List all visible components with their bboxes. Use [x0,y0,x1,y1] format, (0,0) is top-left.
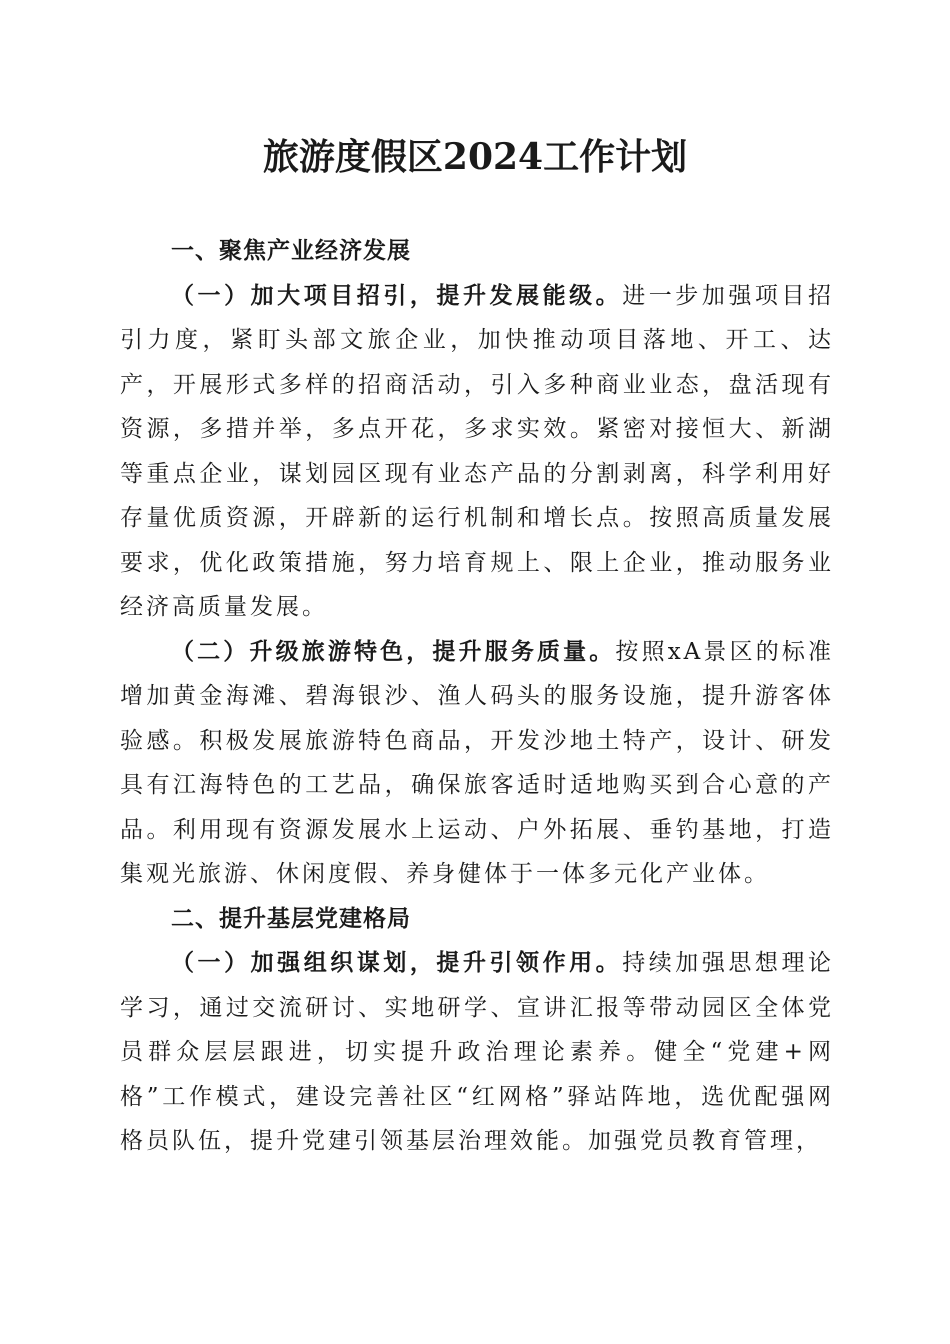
paragraph-body: 持续加强思想理论学习，通过交流研讨、实地研学、宣讲汇报等带动园区全体党员群众层层跟进，切实提升政治理论素养。健全“党建+网格”工作模式，建设完善社区“红网格”驿站阵地，选优配强网格员队伍，提升党建引领基层治理效能。加强党员教育管理， [120,950,835,1154]
document-body [120,229,834,1164]
paragraph-lead: （二）升级旅游特色，提升服务质量。 [171,637,616,665]
paragraph-1-1 [120,274,834,630]
paragraph-body: 进一步加强项目招引力度，紧盯头部文旅企业，加快推动项目落地、开工、达产，开展形式多样的招商活动，引入多种商业业态，盘活现有资源，多措并举，多点开花，多求实效。紧密对接恒大、新湖等重点企业，谋划园区现有业态产品的分割剥离，科学利用好存量优质资源，开辟新的运行机制和增长点。按照高质量发展要求，优化政策措施，努力培育规上、限上企业，推动服务业经济高质量发展。 [120,282,835,620]
paragraph-lead: （一）加大项目招引，提升发展能级。 [171,281,623,309]
paragraph-lead: （一）加强组织谋划，提升引领作用。 [171,949,623,976]
section-heading-2: 二、提升基层党建格局 [171,905,411,932]
paragraph-body: 按照xA景区的标准增加黄金海滩、碧海银沙、渔人码头的服务设施，提升游客体验感。积极发展旅游特色商品，开发沙地土特产，设计、研发具有江海特色的工艺品，确保旅客适时适地购买到合心意的产品。利用现有资源发展水上运动、户外拓展、垂钓基地，打造集观光旅游、休闲度假、养身健体于一体多元化产业体。 [120,638,834,887]
document-title: 旅游度假区2024工作计划 [262,136,688,178]
paragraph-2-1 [120,941,834,1164]
section-heading-1: 一、聚焦产业经济发展 [171,238,411,264]
paragraph-1-2 [120,630,834,897]
